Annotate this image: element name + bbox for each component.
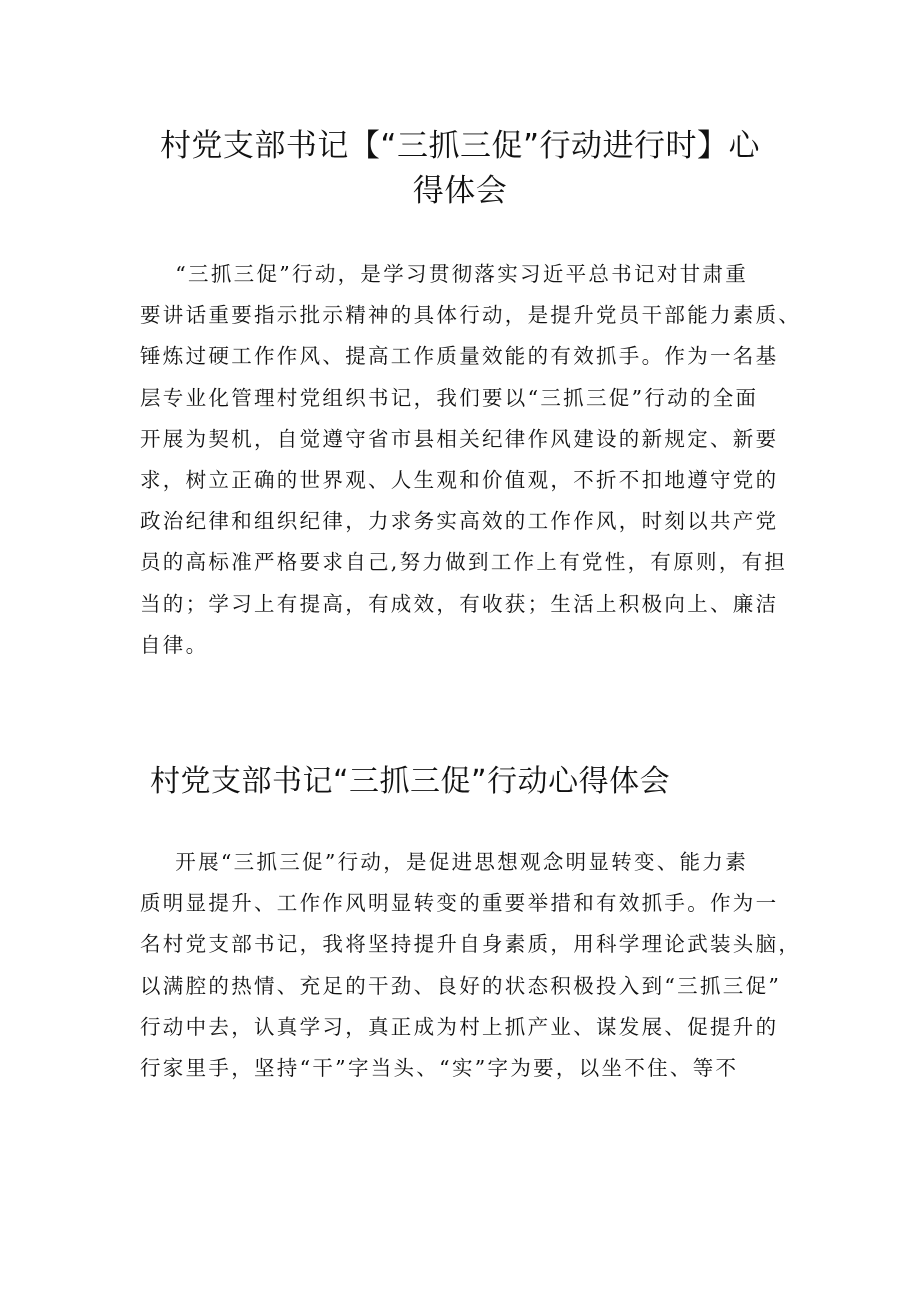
title-line: 村党支部书记【“三抓三促”行动进行时】心 [159,128,761,164]
text-line: 行家里手，坚持“干”字当头、“实”字为要，以坐不住、等不 [140,1056,739,1081]
text-line: “三抓三促”行动，是学习贯彻落实习近平总书记对甘肃重 [140,262,749,286]
paragraph-1 [140,254,800,666]
text-line: 质明显提升、工作作风明显转变的重要举措和有效抓手。作为一 [140,891,779,916]
text-line: 层专业化管理村党组织书记，我们要以“三抓三促”行动的全面 [140,385,759,410]
text-line: 自律。 [140,632,209,657]
text-line: 员的高标准严格要求自己,努力做到工作上有党性，有原则，有担 [140,550,788,575]
title-line: 得体会 [412,173,508,209]
text-line: 政治纪律和组织纪律，力求务实高效的工作作风，时刻以共产党 [140,509,779,534]
text-line: 行动中去，认真学习，真正成为村上抓产业、谋发展、促提升的 [140,1014,779,1039]
text-line: 以满腔的热情、充足的干劲、良好的状态积极投入到“三抓三促” [140,973,782,998]
text-line: 开展为契机，自觉遵守省市县相关纪律作风建设的新规定、新要 [140,426,779,451]
text-line: 名村党支部书记，我将坚持提升自身素质，用科学理论武装头脑， [140,932,802,957]
text-line: 锤炼过硬工作作风、提高工作质量效能的有效抓手。作为一名基 [140,344,779,369]
text-line: 开展“三抓三促”行动，是促进思想观念明显转变、能力素 [140,850,749,874]
text-line: 要讲话重要指示批示精神的具体行动，是提升党员干部能力素质、 [140,303,802,328]
paragraph-2 [140,842,800,1089]
text-line: 当的；学习上有提高，有成效，有收获；生活上积极向上、廉洁 [140,591,779,616]
document-title [120,124,800,214]
text-line: 求，树立正确的世界观、人生观和价值观，不折不扣地遵守党的 [140,468,779,493]
section-heading: 村党支部书记“三抓三促”行动心得体会 [150,764,671,799]
